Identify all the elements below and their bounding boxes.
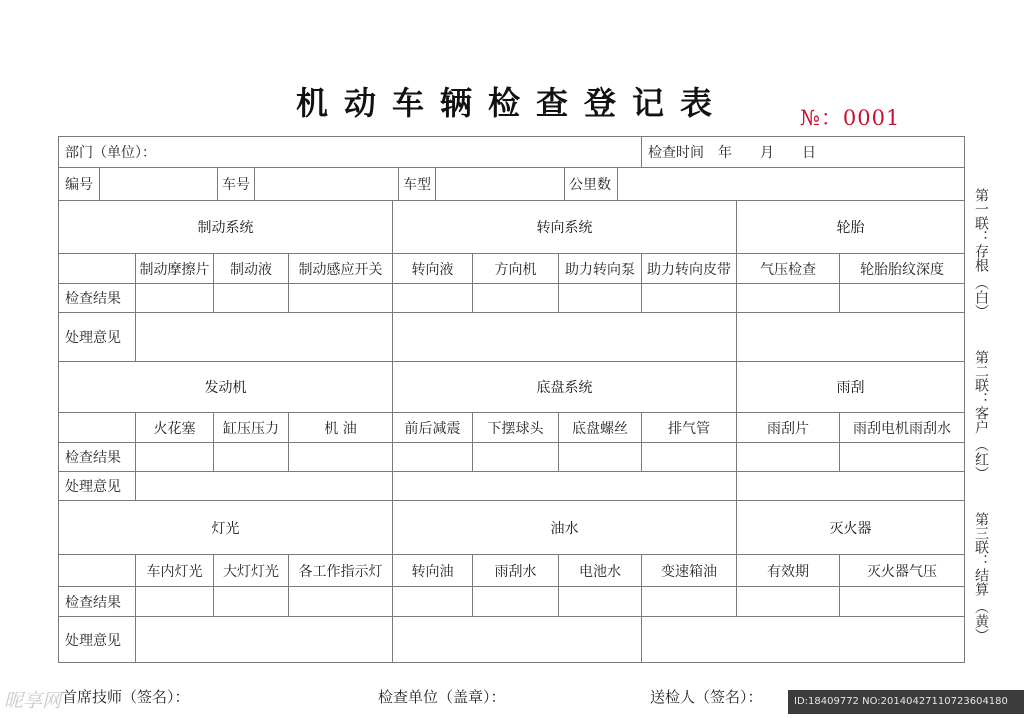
result-cell[interactable] [393, 284, 473, 313]
side-copy-color: （黄） [973, 600, 989, 642]
item-label: 变速箱油 [642, 555, 737, 587]
item-label: 电池水 [559, 555, 642, 587]
result-cell[interactable] [840, 284, 965, 313]
opinion-row [59, 313, 965, 362]
check-result-label: 检查结果 [59, 284, 136, 313]
opinion-cell[interactable] [393, 617, 642, 663]
check-result-row [59, 443, 965, 472]
group-title: 转向系统 [393, 201, 737, 254]
opinion-cell[interactable] [393, 313, 737, 362]
result-cell[interactable] [289, 587, 393, 617]
item-label: 底盘螺丝 [559, 413, 642, 443]
item-label: 排气管 [642, 413, 737, 443]
header-row-dept [59, 137, 965, 168]
item-label: 雨刮电机雨刮水 [840, 413, 965, 443]
day-label: 日 [802, 145, 816, 161]
opinion-label: 处理意见 [59, 313, 136, 362]
opinion-cell[interactable] [136, 617, 393, 663]
side-copy-1 [972, 188, 994, 318]
check-time-label: 检查时间 [648, 145, 704, 161]
check-time-cell[interactable] [642, 137, 965, 168]
item-label: 机 油 [289, 413, 393, 443]
result-cell[interactable] [559, 284, 642, 313]
item-label: 前后减震 [393, 413, 473, 443]
opinion-row [59, 617, 965, 663]
check-result-label: 检查结果 [59, 587, 136, 617]
item-row [59, 254, 965, 284]
unit-seal: 检查单位（盖章）： [378, 688, 506, 706]
number-label: 编号 [65, 177, 93, 193]
result-cell[interactable] [737, 443, 840, 472]
opinion-cell[interactable] [642, 617, 965, 663]
dept-label: 部门（单位）： [59, 137, 642, 168]
result-cell[interactable] [642, 587, 737, 617]
side-copy-3 [972, 512, 994, 642]
group-title: 灯光 [59, 501, 393, 555]
model-label: 车型 [403, 177, 431, 193]
header-row-vehicle [59, 168, 965, 201]
opinion-cell[interactable] [136, 313, 393, 362]
result-cell[interactable] [737, 587, 840, 617]
item-label: 雨刮片 [737, 413, 840, 443]
group-title: 雨刮 [737, 362, 965, 413]
month-label: 月 [760, 145, 774, 161]
result-cell[interactable] [214, 284, 289, 313]
item-label: 气压检查 [737, 254, 840, 284]
item-label: 转向液 [393, 254, 473, 284]
group-title: 底盘系统 [393, 362, 737, 413]
result-cell[interactable] [473, 284, 559, 313]
item-row [59, 555, 965, 587]
group-title: 制动系统 [59, 201, 393, 254]
side-copy-label: 第二联：客户 [973, 350, 989, 434]
result-cell[interactable] [642, 284, 737, 313]
item-label: 灭火器气压 [840, 555, 965, 587]
empty-cell [59, 413, 136, 443]
result-cell[interactable] [737, 284, 840, 313]
result-cell[interactable] [136, 443, 214, 472]
inspector-signature: 首席技师（签名）： [62, 688, 190, 706]
side-copy-label: 第一联：存根 [973, 188, 989, 272]
opinion-cell[interactable] [393, 472, 737, 501]
section-header-row [59, 362, 965, 413]
serial-number: №：0001 [800, 106, 901, 130]
result-cell[interactable] [136, 587, 214, 617]
item-label: 雨刮水 [473, 555, 559, 587]
result-cell[interactable] [393, 587, 473, 617]
side-copy-label: 第三联：结算 [973, 512, 989, 596]
item-label: 车内灯光 [136, 555, 214, 587]
result-cell[interactable] [214, 443, 289, 472]
item-label: 下摆球头 [473, 413, 559, 443]
section-header-row [59, 201, 965, 254]
watermark-id: ID:18409772 NO:20140427110723604180 [788, 690, 1024, 714]
item-label: 各工作指示灯 [289, 555, 393, 587]
result-cell[interactable] [214, 587, 289, 617]
mileage-field[interactable] [617, 168, 964, 200]
result-cell[interactable] [473, 443, 559, 472]
result-cell[interactable] [393, 443, 473, 472]
group-title: 油水 [393, 501, 737, 555]
item-label: 转向油 [393, 555, 473, 587]
item-label: 火花塞 [136, 413, 214, 443]
result-cell[interactable] [473, 587, 559, 617]
side-copy-color: （红） [973, 438, 989, 480]
section-header-row [59, 501, 965, 555]
result-cell[interactable] [840, 443, 965, 472]
result-cell[interactable] [559, 587, 642, 617]
item-row [59, 413, 965, 443]
result-cell[interactable] [289, 284, 393, 313]
result-cell[interactable] [289, 443, 393, 472]
plate-label: 车号 [222, 177, 250, 193]
item-label: 方向机 [473, 254, 559, 284]
site-logo: 昵享网 [4, 690, 62, 712]
item-label: 缸压压力 [214, 413, 289, 443]
check-result-row [59, 284, 965, 313]
opinion-label: 处理意见 [59, 472, 136, 501]
item-label: 助力转向皮带 [642, 254, 737, 284]
result-cell[interactable] [136, 284, 214, 313]
result-cell[interactable] [840, 587, 965, 617]
item-label: 大灯灯光 [214, 555, 289, 587]
form-title: 机动车辆检查登记表 [295, 84, 728, 122]
check-result-row [59, 587, 965, 617]
result-cell[interactable] [642, 443, 737, 472]
opinion-label: 处理意见 [59, 617, 136, 663]
result-cell[interactable] [559, 443, 642, 472]
empty-cell [59, 555, 136, 587]
opinion-cell[interactable] [737, 472, 965, 501]
check-result-label: 检查结果 [59, 443, 136, 472]
item-label: 制动液 [214, 254, 289, 284]
side-copy-color: （白） [973, 276, 989, 318]
number-field[interactable] [99, 168, 218, 200]
group-title: 发动机 [59, 362, 393, 413]
item-label: 有效期 [737, 555, 840, 587]
item-label: 制动感应开关 [289, 254, 393, 284]
sender-signature: 送检人（签名）： [650, 688, 763, 706]
mileage-label: 公里数 [569, 177, 611, 193]
item-label: 制动摩擦片 [136, 254, 214, 284]
group-title: 灭火器 [737, 501, 965, 555]
opinion-row [59, 472, 965, 501]
plate-field[interactable] [254, 168, 399, 200]
inspection-form-table [58, 136, 965, 663]
model-field[interactable] [435, 168, 565, 200]
year-label: 年 [718, 145, 732, 161]
item-label: 助力转向泵 [559, 254, 642, 284]
empty-cell [59, 254, 136, 284]
opinion-cell[interactable] [737, 313, 965, 362]
group-title: 轮胎 [737, 201, 965, 254]
item-label: 轮胎胎纹深度 [840, 254, 965, 284]
side-copy-2 [972, 350, 994, 480]
opinion-cell[interactable] [136, 472, 393, 501]
